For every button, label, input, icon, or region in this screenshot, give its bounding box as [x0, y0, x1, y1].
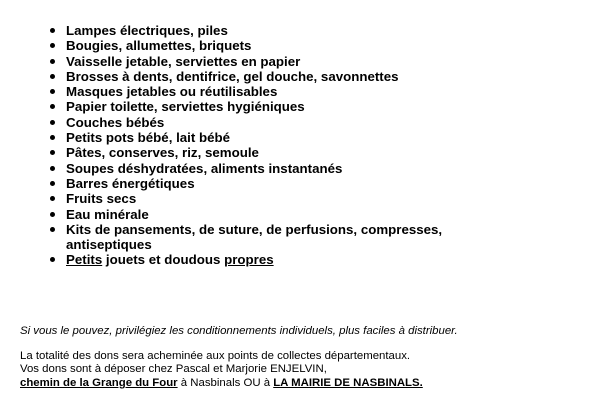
list-item: [66, 23, 586, 38]
list-item-label: antiseptiques: [66, 237, 152, 253]
list-item-label: Eau minérale: [66, 206, 149, 222]
list-item-label: Petits pots bébé, lait bébé: [66, 130, 231, 146]
bullet-icon: [50, 28, 55, 33]
list-item: [66, 191, 586, 206]
bullet-icon: [50, 181, 55, 186]
list-item: [66, 99, 586, 114]
bullet-icon: [50, 89, 55, 94]
bullet-icon: [50, 196, 55, 201]
list-item-label: Barres énergétiques: [66, 175, 195, 191]
list-item-label: Vaisselle jetable, serviettes en papier: [66, 53, 301, 69]
list-item: [66, 69, 586, 84]
underlined-word-petits: Petits: [66, 252, 103, 268]
list-item-label: Pâtes, conserves, riz, semoule: [66, 145, 259, 161]
list-item-label: Brosses à dents, dentifrice, gel douche, savonnettes: [66, 68, 399, 84]
list-item-label: Papier toilette, serviettes hygiéniques: [66, 99, 305, 115]
bullet-icon: [50, 135, 55, 140]
list-item: [66, 252, 586, 267]
list-item: [66, 54, 586, 69]
bullet-icon: [50, 227, 55, 232]
dropoff-address-line: [20, 377, 423, 390]
bullet-icon: [50, 74, 55, 79]
bullet-icon: [50, 150, 55, 155]
list-item-label: Bougies, allumettes, briquets: [66, 38, 252, 54]
footer-info: [20, 350, 423, 390]
list-item-label: Masques jetables ou réutilisables: [66, 84, 278, 100]
bullet-icon: [50, 43, 55, 48]
underlined-word-propres: propres: [224, 252, 274, 268]
list-item: [66, 222, 586, 237]
list-item: [66, 207, 586, 222]
list-item-label: jouets et doudous: [102, 252, 225, 268]
donation-list: [66, 23, 586, 268]
address-street: chemin de la Grange du Four: [20, 376, 178, 389]
bullet-icon: [50, 212, 55, 217]
address-connector: à Nasbinals OU à: [177, 376, 274, 389]
list-item: [66, 38, 586, 53]
bullet-icon: [50, 120, 55, 125]
list-item: [66, 161, 586, 176]
list-item: [66, 145, 586, 160]
bullet-icon: [50, 59, 55, 64]
list-item-label: Lampes électriques, piles: [66, 23, 228, 38]
list-item: [66, 115, 586, 130]
list-item: [66, 176, 586, 191]
list-item-label: Fruits secs: [66, 191, 137, 207]
packaging-note: Si vous le pouvez, privilégiez les conditionnements individuels, plus faciles à distribuer.: [20, 325, 458, 337]
list-item-continuation: [66, 237, 586, 252]
address-mairie: LA MAIRIE DE NASBINALS.: [273, 376, 423, 389]
dropoff-info: Vos dons sont à déposer chez Pascal et Marjorie ENJELVIN,: [20, 363, 327, 376]
list-item: [66, 130, 586, 145]
bullet-icon: [50, 166, 55, 171]
bullet-icon: [50, 257, 55, 262]
bullet-icon: [50, 104, 55, 109]
list-item-label: Kits de pansements, de suture, de perfusions, compresses,: [66, 221, 443, 237]
collection-info: La totalité des dons sera acheminée aux points de collectes départementaux.: [20, 350, 411, 362]
list-item: [66, 84, 586, 99]
list-item-label: Couches bébés: [66, 114, 165, 130]
list-item-label: Soupes déshydratées, aliments instantanés: [66, 160, 343, 176]
